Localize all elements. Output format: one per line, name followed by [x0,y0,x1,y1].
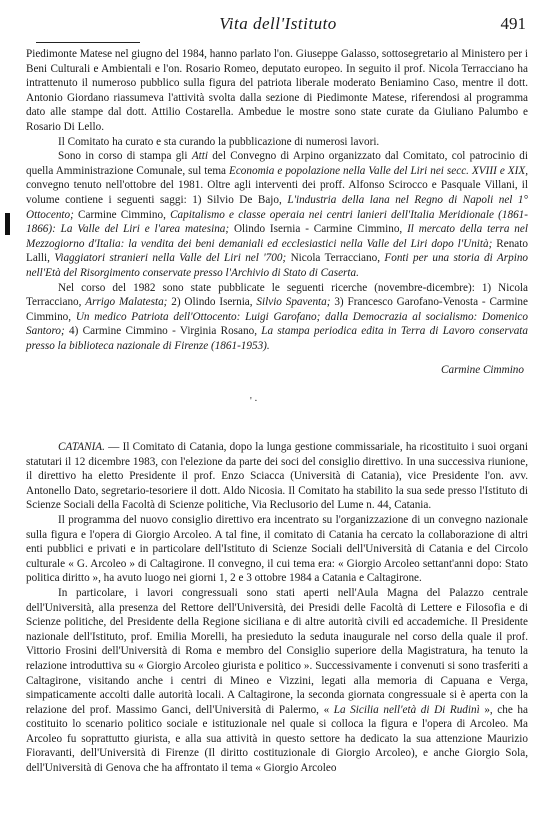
header-rule [36,42,140,43]
running-header [30,14,526,36]
running-title: Vita dell'Istituto [219,14,337,33]
stray-mark: ' · [250,396,258,407]
margin-bar-mark [5,213,10,235]
paragraph: Il programma del nuovo consiglio direttivo era incentrato su l'organizzazione di un convegno nazionale sulla figura e l'opera di Giorgio Arcoleo. A tal fine, il comitato di Catania ha cercato la collaborazione di altri enti pubblici e privati e in particolare dell'Istituto di Scienze Sociali dell'Università di Catania e del Circolo culturale « G. Arcoleo » di Caltagirone. Il convegno, il cui tema era: « Giorgio Arcoleo settant'anni dopo: Stato politica diritto », ha avuto luogo nei giorni 1, 2 e 3 ottobre 1984 a Catania e Caltagirone. [26,513,528,585]
page-number: 491 [500,14,526,33]
catania-section [26,440,528,776]
paragraph: In particolare, i lavori congressuali sono stati aperti nell'Aula Magna del Palazzo centrale dell'Università, alla presenza del Rettore dell'Università, dei Presidi delle Facoltà di Lettere e Filosofia e di Scienze politiche, del Presidente della Regione siciliana e di altre autorità civili ed accademiche. Il Presidente nazionale dell'Istituto, prof. Emilia Morelli, ha presieduto la seduta inaugurale nel corso della quale il prof. Vittorio Frosini dell'Università di Roma e membro del Consiglio superiore della Magistratura, ha tenuto la relazione introduttiva su « Giorgio Arcoleo giurista e politico ». Successivamente i convenuti si sono trasferiti a Caltagirone, visitando anche i centri di Mineo e Vizzini, legati alla memoria di Capuana e Verga, simpaticamente accolti dalle autorità locali. A Caltagirone, la seconda giornata congressuale si è aperta con la relazione del prof. Massimo Ganci, dell'Università di Palermo, « La Sicilia nell'età di Di Rudinì », che ha costituito lo scenario politico sociale e istituzionale nel quale si colloca la figura e l'opera di Arcoleo. Ma Arcoleo fu soprattutto giurista, e alla sua attività in questo settore ha dedicato la sua attenzione Maurizio Fioravanti, dell'Università di Firenze (Il diritto costituzionale di Giorgio Arcoleo), e anche Giorgio Sola, dell'Università di Genova che ha affrontato il tema « Giorgio Arcoleo [26,586,528,775]
paragraph: Sono in corso di stampa gli Atti del Convegno di Arpino organizzato dal Comitato, col patrocinio di quella Amministrazione Comunale, sul tema Economia e popolazione nella Valle del Liri nei secc. XVIII e XIX, convegno tenuto nell'ottobre del 1981. Oltre agli interventi dei proff. Alfonso Scirocco e Pasquale Villani, il volume contiene i seguenti saggi: 1) Silvio De Bajo, L'industria della lana nel Regno di Napoli nel 1° Ottocento; Carmine Cimmino, Capitalismo e classe operaia nei centri lanieri dell'Italia Meridionale (1861-1866): La Valle del Liri e l'area matesina; Olindo Isernia - Carmine Cimmino, Il mercato della terra nel Mezzogiorno d'Italia: la vendita dei beni demaniali ed ecclesiastici nella Valle del Liri dopo l'Unità; Renato Lalli, Viaggiatori stranieri nella Valle del Liri nel '700; Nicola Terracciano, Fonti per una storia di Arpino nell'Età del Risorgimento conservate presso l'Archivio di Stato di Caserta. [26,150,529,279]
paragraph: Nel corso del 1982 sono state pubblicate le seguenti ricerche (novembre-dicembre): 1) Nicola Terracciano, Arrigo Malatesta; 2) Olindo Isernia, Silvio Spaventa; 3) Francesco Garofano-Venosta - Carmine Cimmino, Un medico Patriota dell'Ottocento: Luigi Garofano; dalla Democrazia al socialismo: Domenico Santoro; 4) Carmine Cimmino - Virginia Rosano, La stampa periodica edita in Terra di Lavoro conservata presso la biblioteca nazionale di Firenze (1861-1953). [26,281,528,352]
comitato-section [26,47,528,378]
signature: Carmine Cimmino [441,364,524,377]
section-heading: CATANIA. [58,441,105,453]
paragraph: Il Comitato ha curato e sta curando la pubblicazione di numerosi lavori. [58,135,380,148]
paragraph: CATANIA. — Il Comitato di Catania, dopo la lunga gestione commissariale, ha ricostituito i suoi organi statutari il 12 dicembre 1983, con l'elezione da parte dei soci del consiglio direttivo. In una successiva riunione, il direttivo ha eletto Presidente il prof. Enzo Sciacca (Università di Catania), vice Presidente l'on. avv. Antonello Dato, segretario-tesoriere il dott. Aldo Nicosia. Il Comitato ha stabilito la sua sede presso l'Istituto di Scienze Sociali della Facoltà di Scienze politiche, Via Reclusorio del Lume n. 44, Catania. [26,441,528,512]
paragraph: Piedimonte Matese nel giugno del 1984, hanno parlato l'on. Giuseppe Galasso, sottosegretario al Ministero per i Beni Culturali e Ambientali e l'on. Rosario Romeo, deputato europeo. In seguito il prof. Nicola Terracciano ha intrattenuto il numeroso pubblico sulla figura del patriota liberale moderato Beniamino Caso, mentre il dott. Antonio Giordano riassumeva l'attività svolta dalla sezione di Piedimonte Matese, riferendosi al programma dato alle stampe dal dott. Attilio Costarella. Ambedue le mostre sono state curate da Giuliano Palumbo e Rosario Di Lello. [26,48,528,133]
